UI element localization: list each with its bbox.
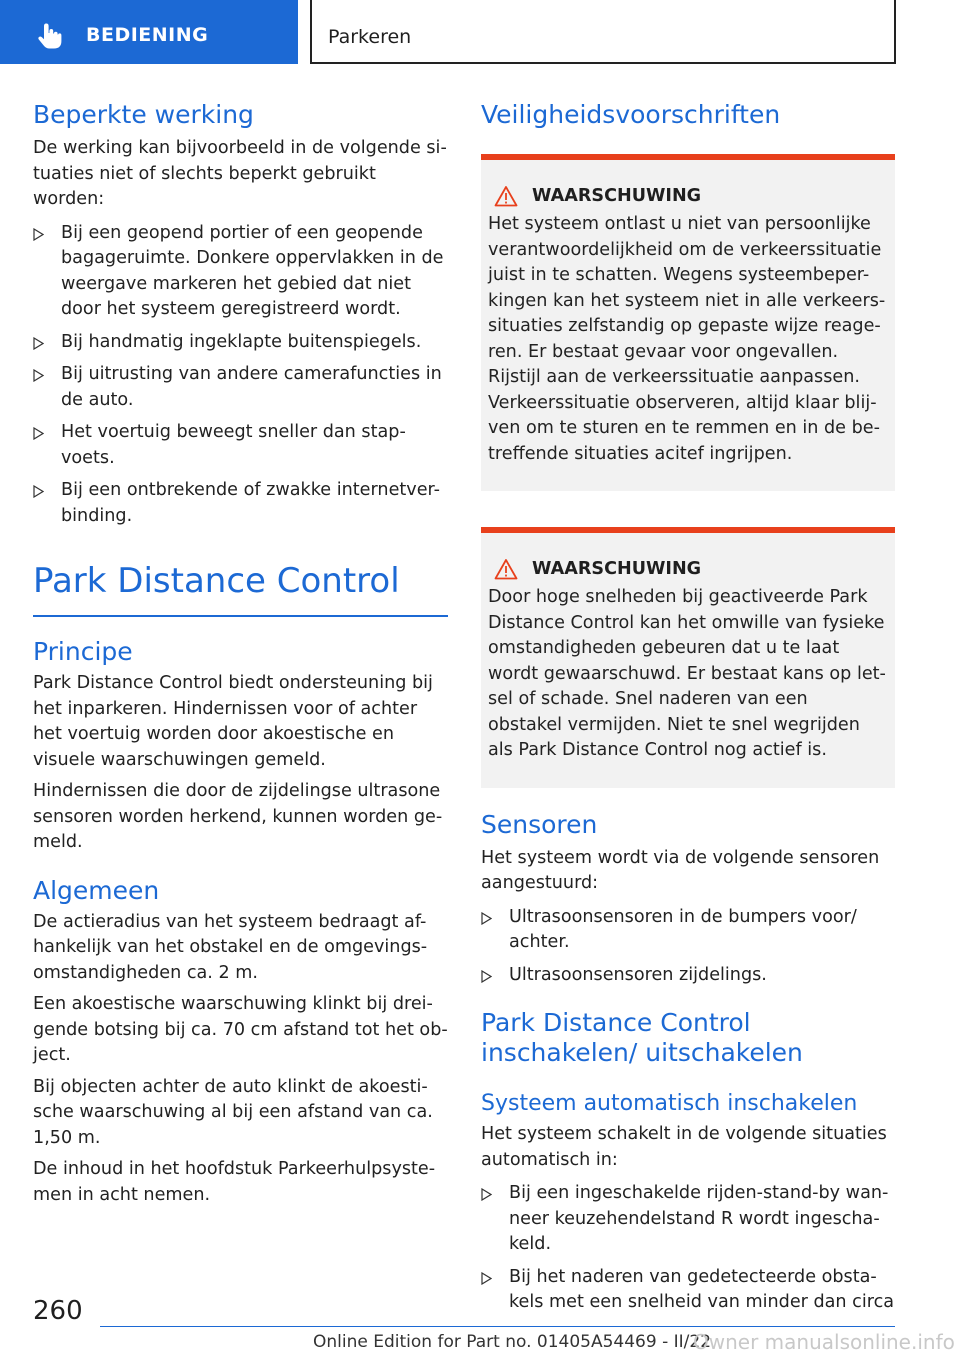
triangle-bullet-icon: [33, 427, 44, 440]
hand-pointer-icon: [34, 20, 66, 52]
list-item-text: Bij een ingeschakelde rijden-stand-by wan-neer keuzehendelstand R wordt ingescha-keld.: [509, 1183, 889, 1254]
topic-header: [310, 0, 896, 64]
warning-text: Het systeem ontlast u niet van persoonlijke verantwoordelijkheid om de verkeerssituatie juist in te schatten. Wegens systeembeper-kingen kan het systeem niet in alle verkeers-situaties zelfstandig op gepaste wijze reage-ren. Er bestaat gevaar voor ongevallen. Rijstijl aan de verkeerssituatie aanpassen. Verkeerssituatie observeren, altijd klaar blij-ven om te sturen en te remmen en in de be-treffende situaties acitef ingrijpen.: [488, 214, 886, 464]
list-item-text: Het voertuig beweegt sneller dan stap-voets.: [61, 422, 406, 468]
triangle-bullet-icon: [481, 1272, 492, 1285]
warning-text: Door hoge snelheden bij geactiveerde Park Distance Control kan het omwille van fysieke omstandigheden gebeuren dat u te laat wordt gewaarschuwd. Er bestaat kans op let-sel of schade. Snel naderen van een obstakel vermijden. Niet te snel wegrijden als Park Distance Control nog actief is.: [488, 587, 886, 760]
list-item-text: Bij uitrusting van andere camerafuncties in de auto.: [61, 364, 442, 410]
automatisch-list: [481, 1181, 895, 1316]
left-column: [33, 92, 448, 1208]
beperkte-werking-heading: Beperkte werking: [33, 100, 254, 129]
footer-edition: [313, 1330, 955, 1354]
triangle-bullet-icon: [481, 970, 492, 983]
warning-triangle-icon: [494, 558, 518, 580]
automatisch-inschakelen-heading: Systeem automatisch inschakelen: [481, 1091, 858, 1116]
list-item: [33, 420, 448, 471]
section-tab: [0, 0, 298, 64]
list-item: [33, 362, 448, 413]
triangle-bullet-icon: [33, 337, 44, 350]
veiligheidsvoorschriften-heading: Veiligheidsvoorschriften: [481, 100, 781, 129]
triangle-bullet-icon: [481, 1188, 492, 1201]
list-item: [481, 963, 895, 989]
list-item: [481, 1265, 895, 1316]
sensoren-list: [481, 905, 895, 989]
beperkte-intro: De werking kan bijvoorbeeld in de volgende si-tuaties niet of slechts beperkt gebruikt worden:: [33, 138, 447, 209]
algemeen-paragraph-1: De actieradius van het systeem bedraagt af-hankelijk van het obstakel en de omgevings-omstandigheden ca. 2 m.: [33, 911, 428, 983]
triangle-bullet-icon: [481, 912, 492, 925]
automatisch-intro: Het systeem schakelt in de volgende situaties automatisch in:: [481, 1124, 887, 1170]
list-item-text: Bij een geopend portier of een geopende bagageruimte. Donkere oppervlakken in de weergave markeren het gebied dat niet door het systeem geregistreerd wordt.: [61, 222, 444, 319]
list-item: [481, 905, 895, 956]
beperkte-list: [33, 221, 448, 530]
warning-box: [481, 154, 895, 491]
list-item: [33, 330, 448, 356]
warning-triangle-icon: [494, 185, 518, 207]
inschakelen-heading: Park Distance Control inschakelen/ uitschakelen: [481, 1008, 803, 1067]
footer-edition-text: Online Edition for Part no. 01405A54469 - II/22: [313, 1332, 712, 1352]
section-label: BEDIENING: [86, 24, 209, 46]
chapter-title: Park Distance Control: [33, 561, 400, 601]
list-item: [481, 1181, 895, 1258]
watermark: Owner manualsonline.info: [693, 1330, 955, 1354]
list-item-text: Bij handmatig ingeklapte buitenspiegels.: [61, 331, 422, 352]
algemeen-paragraph-3: Bij objecten achter de auto klinkt de akoesti-sche waarschuwing al bij een afstand van ca. 1,50 m.: [33, 1076, 433, 1148]
principe-paragraph-2: Hindernissen die door de zijdelingse ultrasone sensoren worden herkend, kunnen worden ge-meld.: [33, 781, 443, 852]
triangle-bullet-icon: [33, 228, 44, 241]
right-column: [481, 92, 895, 1316]
warning-title: WAARSCHUWING: [532, 559, 702, 579]
list-item: [33, 478, 448, 529]
chapter-divider: [33, 615, 448, 617]
principe-heading: Principe: [33, 637, 133, 666]
warning-box: [481, 527, 895, 788]
topic-label: Parkeren: [328, 26, 412, 48]
footer-divider: [100, 1326, 895, 1327]
list-item-text: Ultrasoonsensoren in de bumpers voor/ achter.: [509, 906, 857, 952]
list-item-text: Bij een ontbrekende of zwakke internetver-binding.: [61, 480, 440, 526]
sensoren-intro: Het systeem wordt via de volgende sensoren aangestuurd:: [481, 847, 880, 893]
list-item-text: Ultrasoonsensoren zijdelings.: [509, 964, 767, 985]
triangle-bullet-icon: [33, 369, 44, 382]
algemeen-paragraph-2: Een akoestische waarschuwing klinkt bij drei-gende botsing bij ca. 70 cm afstand tot het ob-ject.: [33, 994, 448, 1065]
algemeen-heading: Algemeen: [33, 875, 160, 905]
list-item: [33, 221, 448, 323]
triangle-bullet-icon: [33, 485, 44, 498]
list-item-text: Bij het naderen van gedetecteerde obsta-kels met een snelheid van minder dan circa: [509, 1266, 895, 1312]
warning-title: WAARSCHUWING: [532, 186, 702, 206]
page-number: 260: [33, 1296, 83, 1326]
principe-paragraph-1: Park Distance Control biedt ondersteuning bij het inparkeren. Hindernissen voor of achter het voertuig worden door akoestische en visuele waarschuwingen gemeld.: [33, 673, 433, 770]
algemeen-paragraph-4: De inhoud in het hoofdstuk Parkeerhulpsyste-men in acht nemen.: [33, 1159, 436, 1205]
sensoren-heading: Sensoren: [481, 809, 598, 839]
